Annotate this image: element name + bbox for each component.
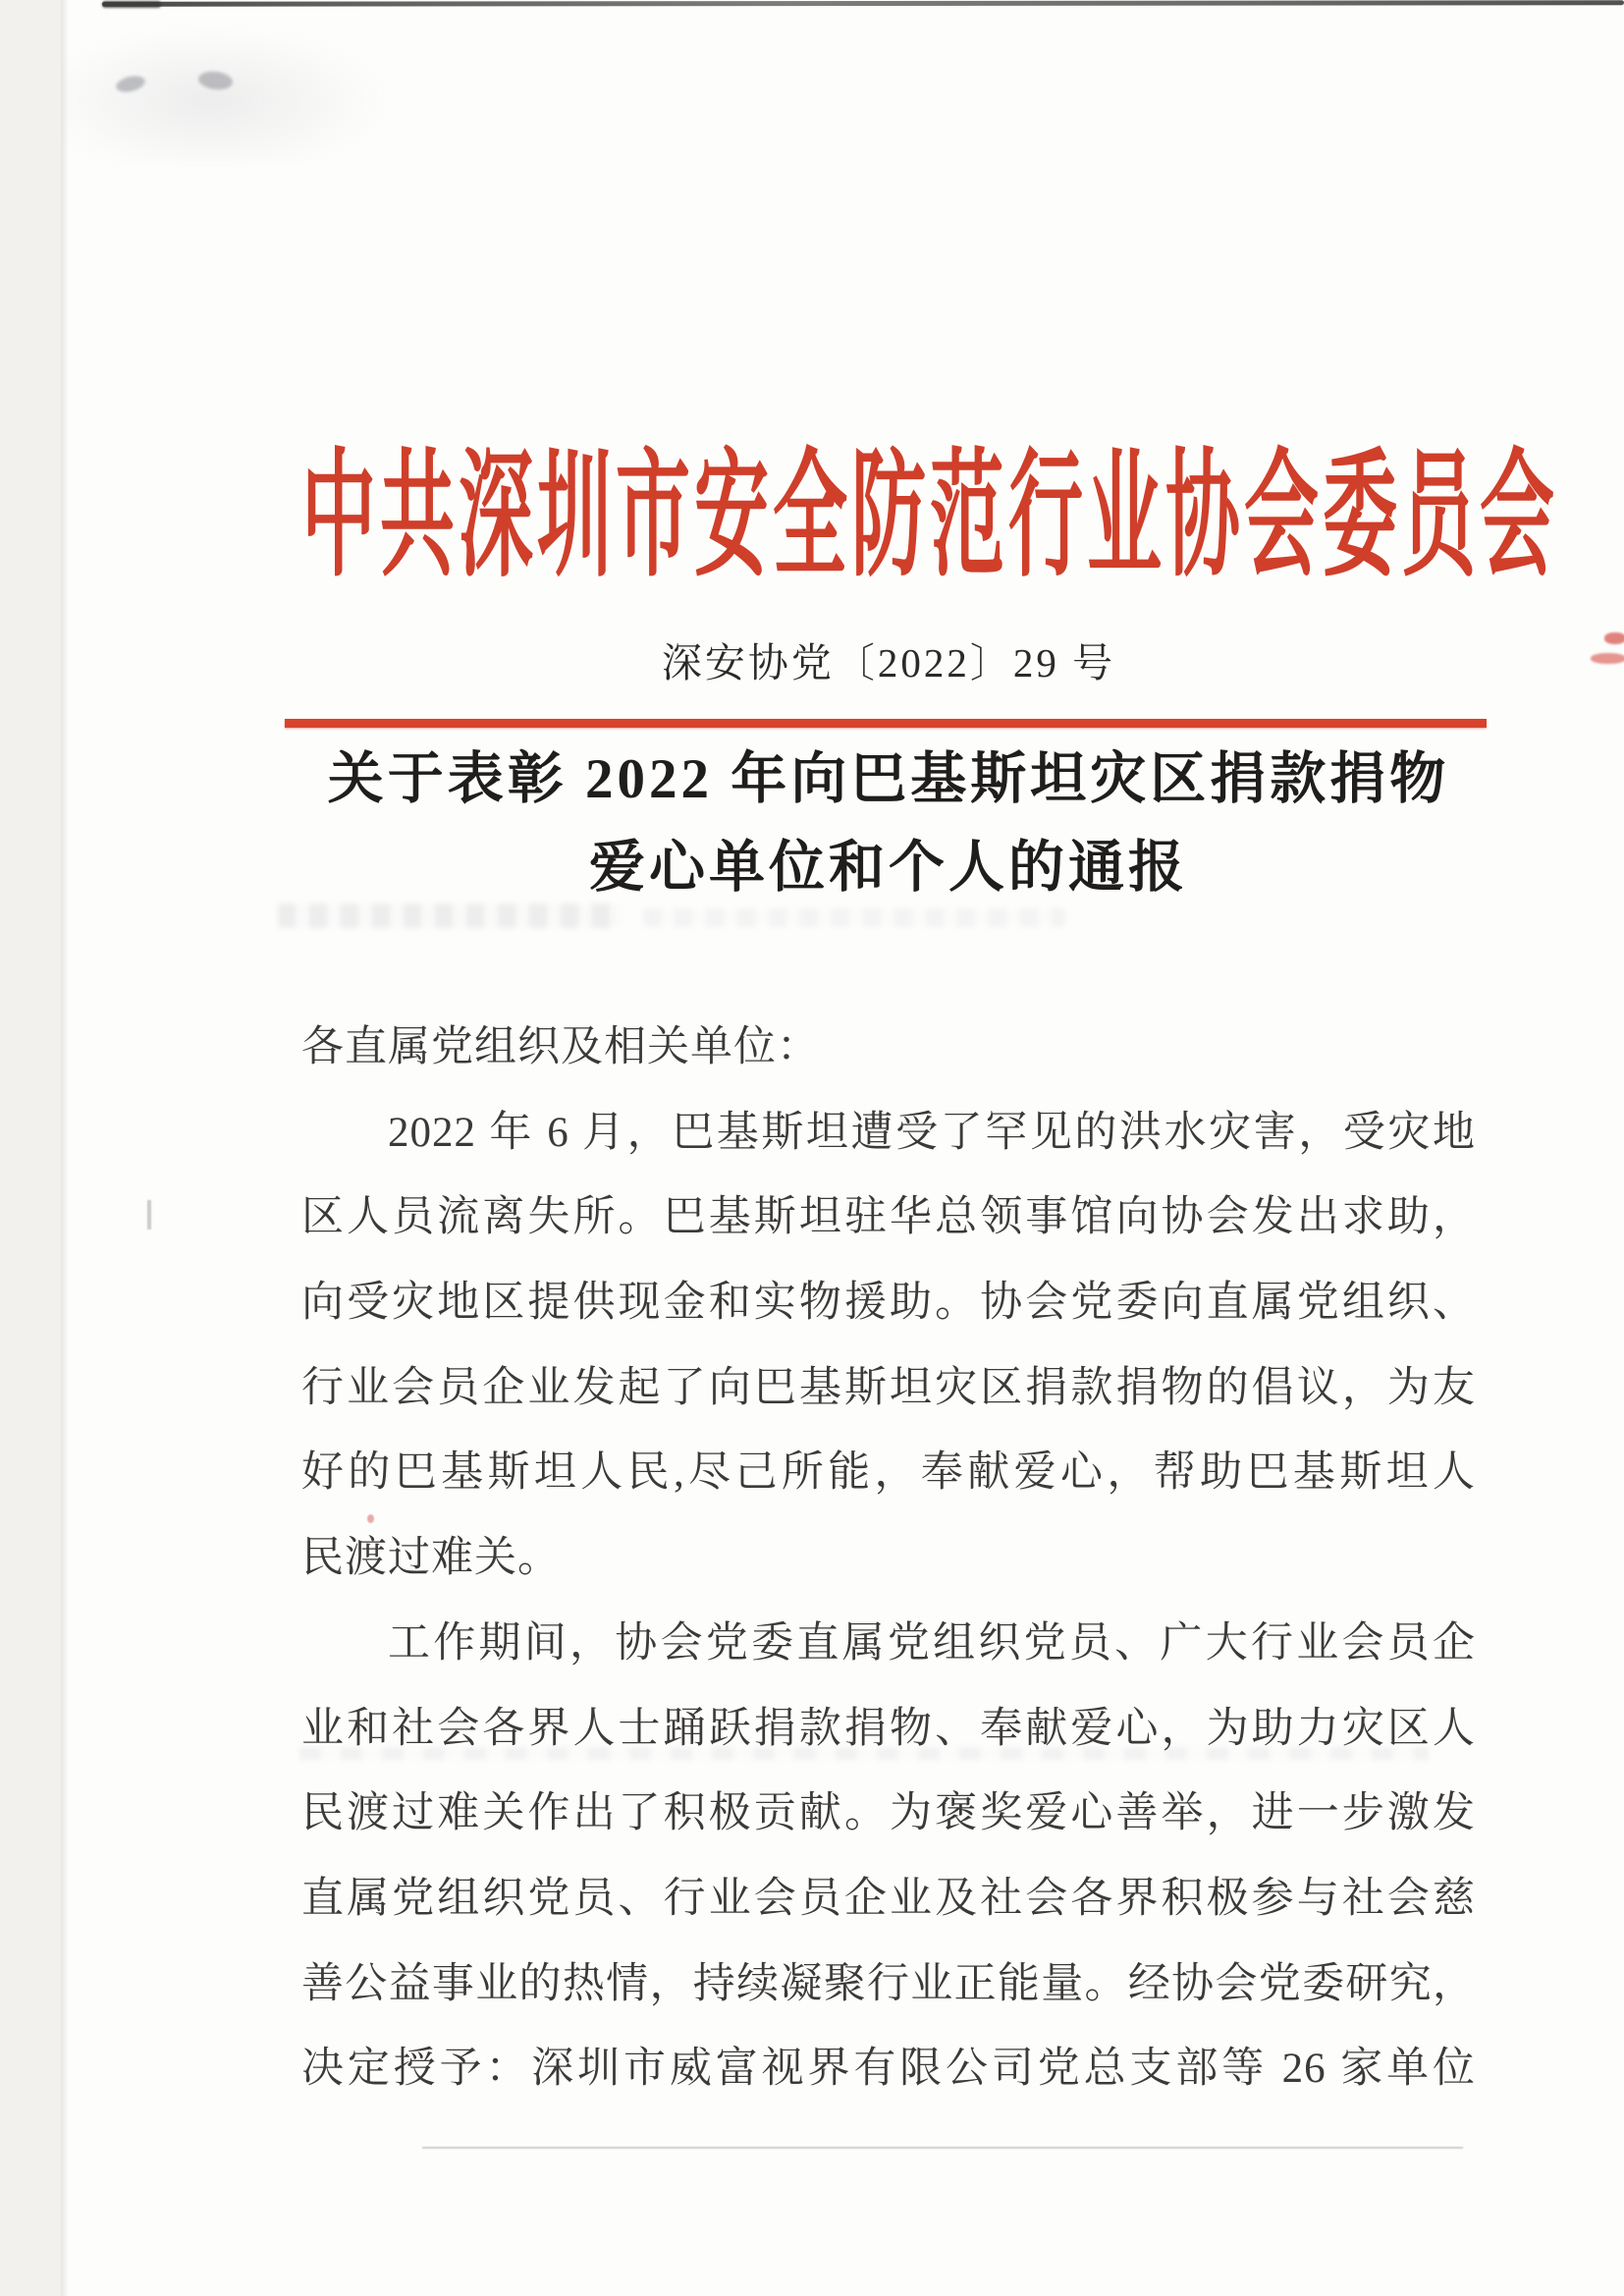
red-separator-rule xyxy=(285,719,1487,728)
red-pen-mark xyxy=(1591,653,1624,664)
salutation-line: 各直属党组织及相关单位： xyxy=(301,1024,820,1070)
body-line: 2022 年 6 月，巴基斯坦遭受了罕见的洪水灾害，受灾地 xyxy=(388,1109,1476,1156)
document-content xyxy=(301,0,1558,2296)
body-line: 民渡过难关作出了积极贡献。为褒奖爱心善举，进一步激发 xyxy=(301,1790,1476,1837)
body-line: 区人员流离失所。巴基斯坦驻华总领事馆向协会发出求助， xyxy=(301,1194,1476,1241)
scanner-background-strip xyxy=(0,0,61,2296)
red-pen-mark xyxy=(1604,632,1624,644)
doc-title-line1: 关于表彰 2022 年向巴基斯坦灾区捐款捐物 xyxy=(327,748,1450,810)
org-header-title: 中共深圳市安全防范行业协会委员会 xyxy=(301,441,1558,594)
doc-number: 深安协党〔2022〕29 号 xyxy=(661,640,1116,685)
scan-top-edge-blob xyxy=(102,1,161,8)
body-line: 行业会员企业发起了向巴基斯坦灾区捐款捐物的倡议，为友 xyxy=(301,1364,1476,1411)
paper-left-edge-shadow xyxy=(61,0,69,2296)
body-line: 决定授予：深圳市威富视界有限公司党总支部等 26 家单位 xyxy=(301,2046,1476,2093)
body-line: 善公益事业的热情，持续凝聚行业正能量。经协会党委研究， xyxy=(301,1960,1476,2007)
body-line: 工作期间，协会党委直属党组织党员、广大行业会员企 xyxy=(388,1619,1476,1667)
margin-smudge xyxy=(147,1200,151,1230)
body-line: 直属党组织党员、行业会员企业及社会各界积极参与社会慈 xyxy=(301,1875,1476,1922)
body-line: 民渡过难关。 xyxy=(301,1535,561,1582)
body-line: 好的巴基斯坦人民,尽己所能，奉献爱心，帮助巴基斯坦人 xyxy=(301,1449,1476,1497)
doc-title-line2: 爱心单位和个人的通报 xyxy=(589,837,1188,899)
body-text xyxy=(301,1006,1476,2112)
body-line: 业和社会各界人士踊跃捐款捐物、奉献爱心，为助力灾区人 xyxy=(301,1705,1476,1752)
body-line: 向受灾地区提供现金和实物援助。协会党委向直属党组织、 xyxy=(301,1280,1476,1327)
